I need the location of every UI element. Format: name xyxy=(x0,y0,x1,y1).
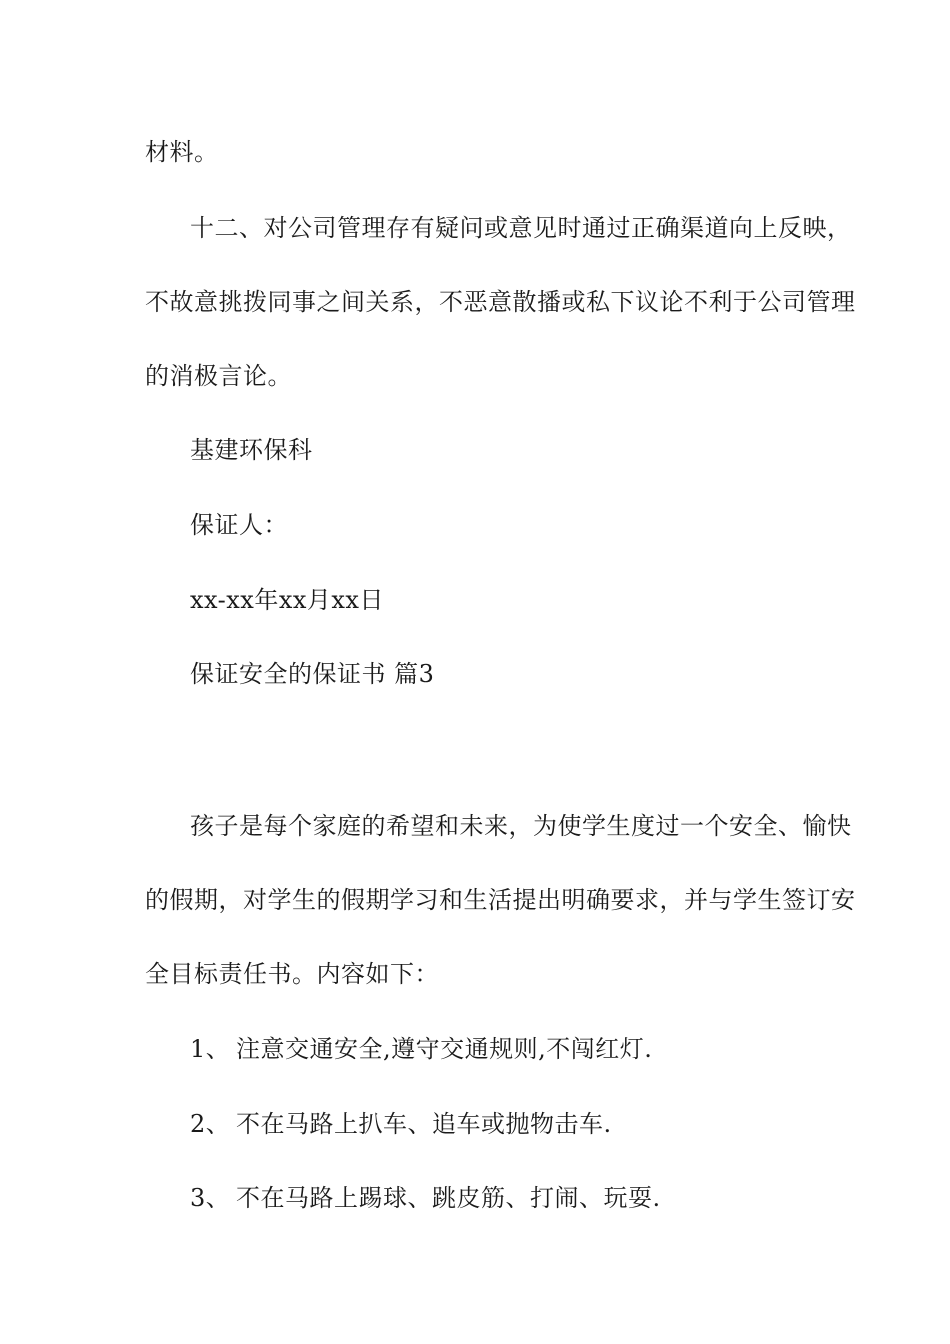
list-item-text: 不在马路上踢球、跳皮筋、打闹、玩耍. xyxy=(236,1184,661,1212)
section-title: 保证安全的保证书 篇3 xyxy=(190,660,435,688)
paragraph-line: 材料。 xyxy=(145,138,219,166)
department-name: 基建环保科 xyxy=(190,436,313,464)
paragraph-line: 的假期，对学生的假期学习和生活提出明确要求，并与学生签订安 xyxy=(145,886,856,914)
paragraph-line: 十二、对公司管理存有疑问或意见时通过正确渠道向上反映， xyxy=(190,214,852,242)
date-line: xx-xx年xx月xx日 xyxy=(190,586,384,614)
paragraph-line: 孩子是每个家庭的希望和未来，为使学生度过一个安全、愉快 xyxy=(190,812,852,840)
list-item xyxy=(190,1034,652,1064)
paragraph-line: 的消极言论。 xyxy=(145,362,292,390)
paragraph-line: 全目标责任书。内容如下： xyxy=(145,960,439,988)
list-item-number: 3、 xyxy=(190,1184,231,1212)
paragraph-line: 不故意挑拨同事之间关系，不恶意散播或私下议论不利于公司管理 xyxy=(145,288,856,316)
guarantor-label: 保证人： xyxy=(190,511,288,539)
list-item-text: 不在马路上扒车、追车或抛物击车. xyxy=(236,1110,612,1138)
list-item xyxy=(190,1183,661,1213)
list-item-number: 2、 xyxy=(190,1110,231,1138)
list-item-number: 1、 xyxy=(190,1035,231,1063)
list-item xyxy=(190,1109,612,1139)
list-item-text: 注意交通安全,遵守交通规则,不闯红灯. xyxy=(236,1035,653,1063)
